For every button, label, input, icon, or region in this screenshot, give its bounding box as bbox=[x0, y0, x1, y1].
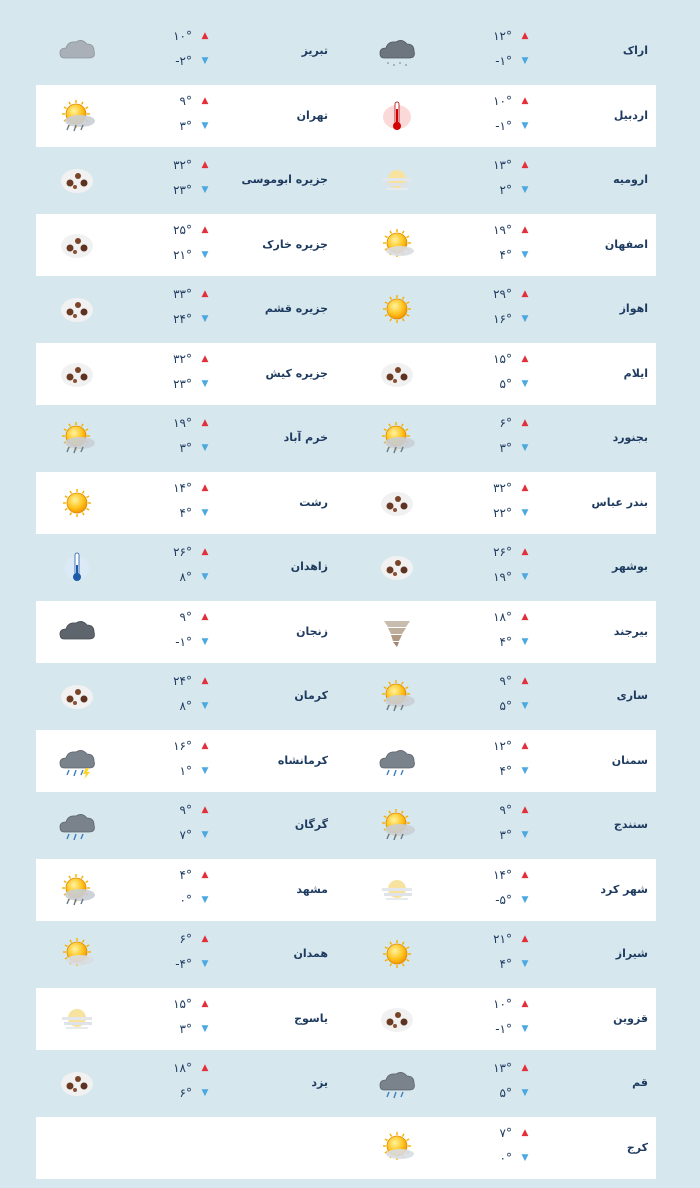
thermometer-cold-icon bbox=[56, 548, 98, 586]
arrow-down-icon: ▼ bbox=[201, 314, 209, 324]
min-temperature: -۵° bbox=[495, 892, 512, 907]
min-temperature: ۴° bbox=[499, 634, 512, 649]
sun-cloud-rain-icon bbox=[56, 871, 98, 909]
arrow-up-icon: ▲ bbox=[521, 934, 529, 944]
arrow-down-icon: ▼ bbox=[521, 249, 529, 260]
sun-cloud-rain-icon bbox=[56, 97, 98, 135]
min-temperature: -۴° bbox=[175, 957, 192, 971]
city-name: اصفهان bbox=[604, 237, 648, 251]
weather-row bbox=[36, 665, 656, 727]
max-temperature: ۹° bbox=[499, 674, 512, 688]
min-temperature: ۳° bbox=[499, 828, 512, 842]
rain-cloud-icon bbox=[376, 742, 418, 780]
hazy-sun-icon bbox=[56, 1000, 98, 1038]
weather-row bbox=[36, 859, 656, 921]
city-name: جزیره ابوموسی bbox=[241, 173, 328, 186]
weather-row bbox=[36, 278, 656, 340]
dust-icon bbox=[56, 355, 98, 393]
rain-cloud-icon bbox=[56, 806, 98, 844]
dust-icon bbox=[56, 226, 98, 264]
max-temperature: ۱۸° bbox=[493, 609, 512, 624]
weather-row bbox=[36, 794, 656, 856]
arrow-down-icon: ▼ bbox=[201, 120, 209, 131]
arrow-down-icon: ▼ bbox=[201, 507, 209, 518]
arrow-down-icon: ▼ bbox=[201, 249, 209, 260]
arrow-up-icon: ▲ bbox=[201, 611, 209, 622]
city-name: بوشهر bbox=[612, 560, 648, 573]
weather-row bbox=[36, 343, 656, 405]
max-temperature: ۳۲° bbox=[173, 158, 192, 172]
city-name: کرمان bbox=[294, 689, 328, 702]
weather-row bbox=[36, 20, 656, 82]
dust-icon bbox=[56, 290, 98, 328]
arrow-down-icon: ▼ bbox=[521, 185, 529, 195]
max-temperature: ۱۲° bbox=[493, 738, 512, 753]
dust-icon bbox=[56, 161, 98, 199]
snow-cloud-icon bbox=[376, 32, 418, 70]
dust-icon bbox=[376, 1000, 418, 1038]
max-temperature: ۱۳° bbox=[493, 158, 512, 172]
city-name: همدان bbox=[293, 947, 328, 960]
city-name: رشت bbox=[299, 495, 328, 509]
city-name: ارومیه bbox=[613, 173, 648, 186]
max-temperature: ۴° bbox=[179, 867, 192, 882]
arrow-up-icon: ▲ bbox=[201, 547, 209, 557]
city-name: کرمانشاه bbox=[277, 753, 328, 767]
arrow-down-icon: ▼ bbox=[201, 185, 209, 195]
min-temperature: ۲° bbox=[499, 183, 512, 197]
arrow-up-icon: ▲ bbox=[201, 289, 209, 299]
min-temperature: ۸° bbox=[179, 570, 192, 584]
arrow-up-icon: ▲ bbox=[521, 1063, 529, 1073]
city-name: مشهد bbox=[296, 882, 328, 896]
max-temperature: ۷° bbox=[499, 1125, 512, 1140]
arrow-up-icon: ▲ bbox=[201, 676, 209, 686]
max-temperature: ۹° bbox=[179, 803, 192, 817]
city-name: سمنان bbox=[611, 753, 648, 767]
city-name: اراک bbox=[622, 44, 648, 57]
weather-row bbox=[36, 536, 656, 598]
arrow-up-icon: ▲ bbox=[521, 95, 529, 106]
weather-row bbox=[36, 149, 656, 211]
arrow-up-icon: ▲ bbox=[521, 1127, 529, 1138]
max-temperature: ۱۰° bbox=[493, 996, 512, 1011]
arrow-up-icon: ▲ bbox=[521, 160, 529, 170]
sun-cloud-rain-icon bbox=[376, 419, 418, 457]
city-name: شهر کرد bbox=[600, 882, 648, 896]
min-temperature: ۲۴° bbox=[173, 312, 192, 326]
min-temperature: -۱° bbox=[495, 1021, 512, 1036]
min-temperature: -۱° bbox=[495, 54, 512, 68]
max-temperature: ۱۳° bbox=[493, 1061, 512, 1075]
min-temperature: ۲۱° bbox=[173, 247, 192, 262]
max-temperature: ۱۵° bbox=[493, 351, 512, 366]
min-temperature: ۴° bbox=[499, 247, 512, 262]
max-temperature: ۱۹° bbox=[173, 416, 192, 430]
min-temperature: ۵° bbox=[499, 699, 512, 713]
arrow-down-icon: ▼ bbox=[521, 507, 529, 518]
max-temperature: ۱۰° bbox=[173, 29, 192, 43]
arrow-up-icon: ▲ bbox=[201, 805, 209, 815]
arrow-down-icon: ▼ bbox=[521, 443, 529, 453]
max-temperature: ۲۹° bbox=[493, 287, 512, 301]
min-temperature: -۲° bbox=[175, 54, 192, 68]
tornado-icon bbox=[376, 613, 418, 651]
min-temperature: ۰° bbox=[179, 892, 192, 907]
city-name: ایلام bbox=[623, 366, 648, 380]
arrow-down-icon: ▼ bbox=[521, 636, 529, 647]
max-temperature: ۲۴° bbox=[173, 674, 192, 688]
min-temperature: -۱° bbox=[175, 634, 192, 649]
arrow-down-icon: ▼ bbox=[521, 572, 529, 582]
city-name: قم bbox=[632, 1076, 648, 1089]
dust-icon bbox=[376, 355, 418, 393]
dust-icon bbox=[56, 1064, 98, 1102]
weather-row bbox=[36, 1117, 656, 1179]
sun-cloud-rain-icon bbox=[56, 419, 98, 457]
weather-row bbox=[36, 407, 656, 469]
arrow-down-icon: ▼ bbox=[521, 765, 529, 776]
arrow-up-icon: ▲ bbox=[201, 95, 209, 106]
dust-icon bbox=[376, 548, 418, 586]
min-temperature: ۴° bbox=[179, 505, 192, 520]
arrow-up-icon: ▲ bbox=[201, 418, 209, 428]
min-temperature: ۵° bbox=[499, 1086, 512, 1100]
weather-row bbox=[36, 472, 656, 534]
max-temperature: ۳۳° bbox=[173, 287, 192, 301]
thermometer-hot-icon bbox=[376, 97, 418, 135]
weather-row bbox=[36, 923, 656, 985]
arrow-up-icon: ▲ bbox=[201, 160, 209, 170]
city-name: زاهدان bbox=[290, 560, 328, 573]
arrow-down-icon: ▼ bbox=[521, 56, 529, 66]
arrow-up-icon: ▲ bbox=[521, 418, 529, 428]
max-temperature: ۶° bbox=[499, 416, 512, 430]
city-name: اردبیل bbox=[613, 108, 648, 122]
arrow-down-icon: ▼ bbox=[521, 1152, 529, 1163]
max-temperature: ۲۵° bbox=[173, 222, 192, 237]
weather-row bbox=[36, 730, 656, 792]
dark-cloud-icon bbox=[56, 613, 98, 651]
arrow-down-icon: ▼ bbox=[521, 120, 529, 131]
min-temperature: -۱° bbox=[495, 118, 512, 133]
hazy-sun-icon bbox=[376, 161, 418, 199]
arrow-down-icon: ▼ bbox=[201, 894, 209, 905]
arrow-up-icon: ▲ bbox=[201, 482, 209, 493]
city-name: سنندج bbox=[613, 818, 648, 831]
city-name: جزیره خارک bbox=[262, 237, 328, 251]
arrow-down-icon: ▼ bbox=[201, 572, 209, 582]
weather-row bbox=[36, 988, 656, 1050]
sun-icon bbox=[376, 935, 418, 973]
min-temperature: ۱۶° bbox=[493, 312, 512, 326]
min-temperature: ۲۳° bbox=[173, 376, 192, 391]
arrow-down-icon: ▼ bbox=[201, 701, 209, 711]
weather-row bbox=[36, 601, 656, 663]
weather-row bbox=[36, 85, 656, 147]
arrow-up-icon: ▲ bbox=[201, 998, 209, 1009]
sun-cloud-rain-icon bbox=[376, 677, 418, 715]
arrow-up-icon: ▲ bbox=[201, 353, 209, 364]
max-temperature: ۹° bbox=[179, 93, 192, 108]
max-temperature: ۱۴° bbox=[493, 867, 512, 882]
city-name: کرج bbox=[626, 1140, 648, 1154]
sun-cloud-icon bbox=[56, 935, 98, 973]
max-temperature: ۱۸° bbox=[173, 1061, 192, 1075]
arrow-down-icon: ▼ bbox=[521, 1088, 529, 1098]
max-temperature: ۳۲° bbox=[493, 480, 512, 495]
arrow-down-icon: ▼ bbox=[201, 1023, 209, 1034]
rain-cloud-icon bbox=[376, 1064, 418, 1102]
arrow-down-icon: ▼ bbox=[521, 894, 529, 905]
arrow-up-icon: ▲ bbox=[201, 224, 209, 235]
min-temperature: ۳° bbox=[179, 1021, 192, 1036]
min-temperature: ۷° bbox=[179, 828, 192, 842]
weather-row bbox=[36, 214, 656, 276]
min-temperature: ۵° bbox=[499, 376, 512, 391]
arrow-down-icon: ▼ bbox=[521, 959, 529, 969]
cloudy-icon bbox=[56, 32, 98, 70]
city-name: جزیره قشم bbox=[264, 302, 328, 315]
min-temperature: ۲۳° bbox=[173, 183, 192, 197]
city-name: یاسوج bbox=[294, 1011, 328, 1025]
sun-cloud-rain-icon bbox=[376, 806, 418, 844]
arrow-up-icon: ▲ bbox=[201, 740, 209, 751]
max-temperature: ۲۱° bbox=[493, 932, 512, 946]
city-name: تهران bbox=[296, 108, 328, 122]
arrow-down-icon: ▼ bbox=[201, 959, 209, 969]
city-name: بجنورد bbox=[612, 431, 648, 444]
arrow-down-icon: ▼ bbox=[201, 56, 209, 66]
arrow-up-icon: ▲ bbox=[521, 31, 529, 41]
min-temperature: ۳° bbox=[499, 441, 512, 455]
max-temperature: ۱۰° bbox=[493, 93, 512, 108]
max-temperature: ۹° bbox=[179, 609, 192, 624]
sun-icon bbox=[56, 484, 98, 522]
min-temperature: ۳° bbox=[179, 441, 192, 455]
max-temperature: ۱۹° bbox=[493, 222, 512, 237]
arrow-down-icon: ▼ bbox=[201, 1088, 209, 1098]
city-name: گرگان bbox=[294, 818, 328, 831]
arrow-up-icon: ▲ bbox=[521, 353, 529, 364]
arrow-up-icon: ▲ bbox=[521, 289, 529, 299]
min-temperature: ۴° bbox=[499, 957, 512, 971]
city-name: قزوین bbox=[613, 1011, 648, 1025]
city-name: یزد bbox=[311, 1076, 328, 1089]
city-name: تبریز bbox=[301, 44, 328, 57]
max-temperature: ۱۴° bbox=[173, 480, 192, 495]
sun-icon bbox=[376, 290, 418, 328]
city-name: بیرجند bbox=[613, 624, 648, 638]
dust-icon bbox=[56, 677, 98, 715]
max-temperature: ۹° bbox=[499, 803, 512, 817]
min-temperature: ۸° bbox=[179, 699, 192, 713]
arrow-up-icon: ▲ bbox=[201, 934, 209, 944]
min-temperature: ۰° bbox=[499, 1150, 512, 1165]
city-name: بندر عباس bbox=[591, 495, 648, 509]
arrow-up-icon: ▲ bbox=[521, 805, 529, 815]
arrow-up-icon: ▲ bbox=[201, 1063, 209, 1073]
arrow-down-icon: ▼ bbox=[521, 830, 529, 840]
city-name: ساری bbox=[616, 689, 648, 702]
city-name: زنجان bbox=[296, 624, 328, 638]
arrow-up-icon: ▲ bbox=[521, 611, 529, 622]
city-name: خرم آباد bbox=[283, 431, 328, 444]
arrow-up-icon: ▲ bbox=[521, 676, 529, 686]
arrow-up-icon: ▲ bbox=[521, 998, 529, 1009]
arrow-up-icon: ▲ bbox=[521, 740, 529, 751]
arrow-down-icon: ▼ bbox=[201, 765, 209, 776]
arrow-up-icon: ▲ bbox=[201, 869, 209, 880]
max-temperature: ۶° bbox=[179, 932, 192, 946]
arrow-down-icon: ▼ bbox=[201, 378, 209, 389]
weather-row bbox=[36, 1052, 656, 1114]
min-temperature: ۴° bbox=[499, 763, 512, 778]
max-temperature: ۱۶° bbox=[173, 738, 192, 753]
arrow-down-icon: ▼ bbox=[201, 830, 209, 840]
sun-cloud-icon bbox=[376, 1129, 418, 1167]
min-temperature: ۱۹° bbox=[493, 570, 512, 584]
max-temperature: ۲۶° bbox=[173, 545, 192, 559]
arrow-down-icon: ▼ bbox=[521, 701, 529, 711]
city-name: شیراز bbox=[615, 947, 648, 960]
arrow-down-icon: ▼ bbox=[201, 636, 209, 647]
arrow-up-icon: ▲ bbox=[521, 869, 529, 880]
arrow-down-icon: ▼ bbox=[201, 443, 209, 453]
city-name: جزیره کیش bbox=[265, 366, 328, 380]
max-temperature: ۳۲° bbox=[173, 351, 192, 366]
min-temperature: ۱° bbox=[179, 763, 192, 778]
arrow-up-icon: ▲ bbox=[521, 482, 529, 493]
arrow-up-icon: ▲ bbox=[521, 224, 529, 235]
arrow-up-icon: ▲ bbox=[521, 547, 529, 557]
sun-cloud-icon bbox=[376, 226, 418, 264]
hazy-sun-icon bbox=[376, 871, 418, 909]
max-temperature: ۱۲° bbox=[493, 29, 512, 43]
storm-cloud-icon bbox=[56, 742, 98, 780]
max-temperature: ۱۵° bbox=[173, 996, 192, 1011]
arrow-down-icon: ▼ bbox=[521, 378, 529, 389]
min-temperature: ۶° bbox=[179, 1086, 192, 1100]
arrow-up-icon: ▲ bbox=[201, 31, 209, 41]
max-temperature: ۲۶° bbox=[493, 545, 512, 559]
arrow-down-icon: ▼ bbox=[521, 314, 529, 324]
min-temperature: ۳° bbox=[179, 118, 192, 133]
city-name: اهواز bbox=[619, 302, 648, 315]
dust-icon bbox=[376, 484, 418, 522]
arrow-down-icon: ▼ bbox=[521, 1023, 529, 1034]
min-temperature: ۲۲° bbox=[493, 505, 512, 520]
